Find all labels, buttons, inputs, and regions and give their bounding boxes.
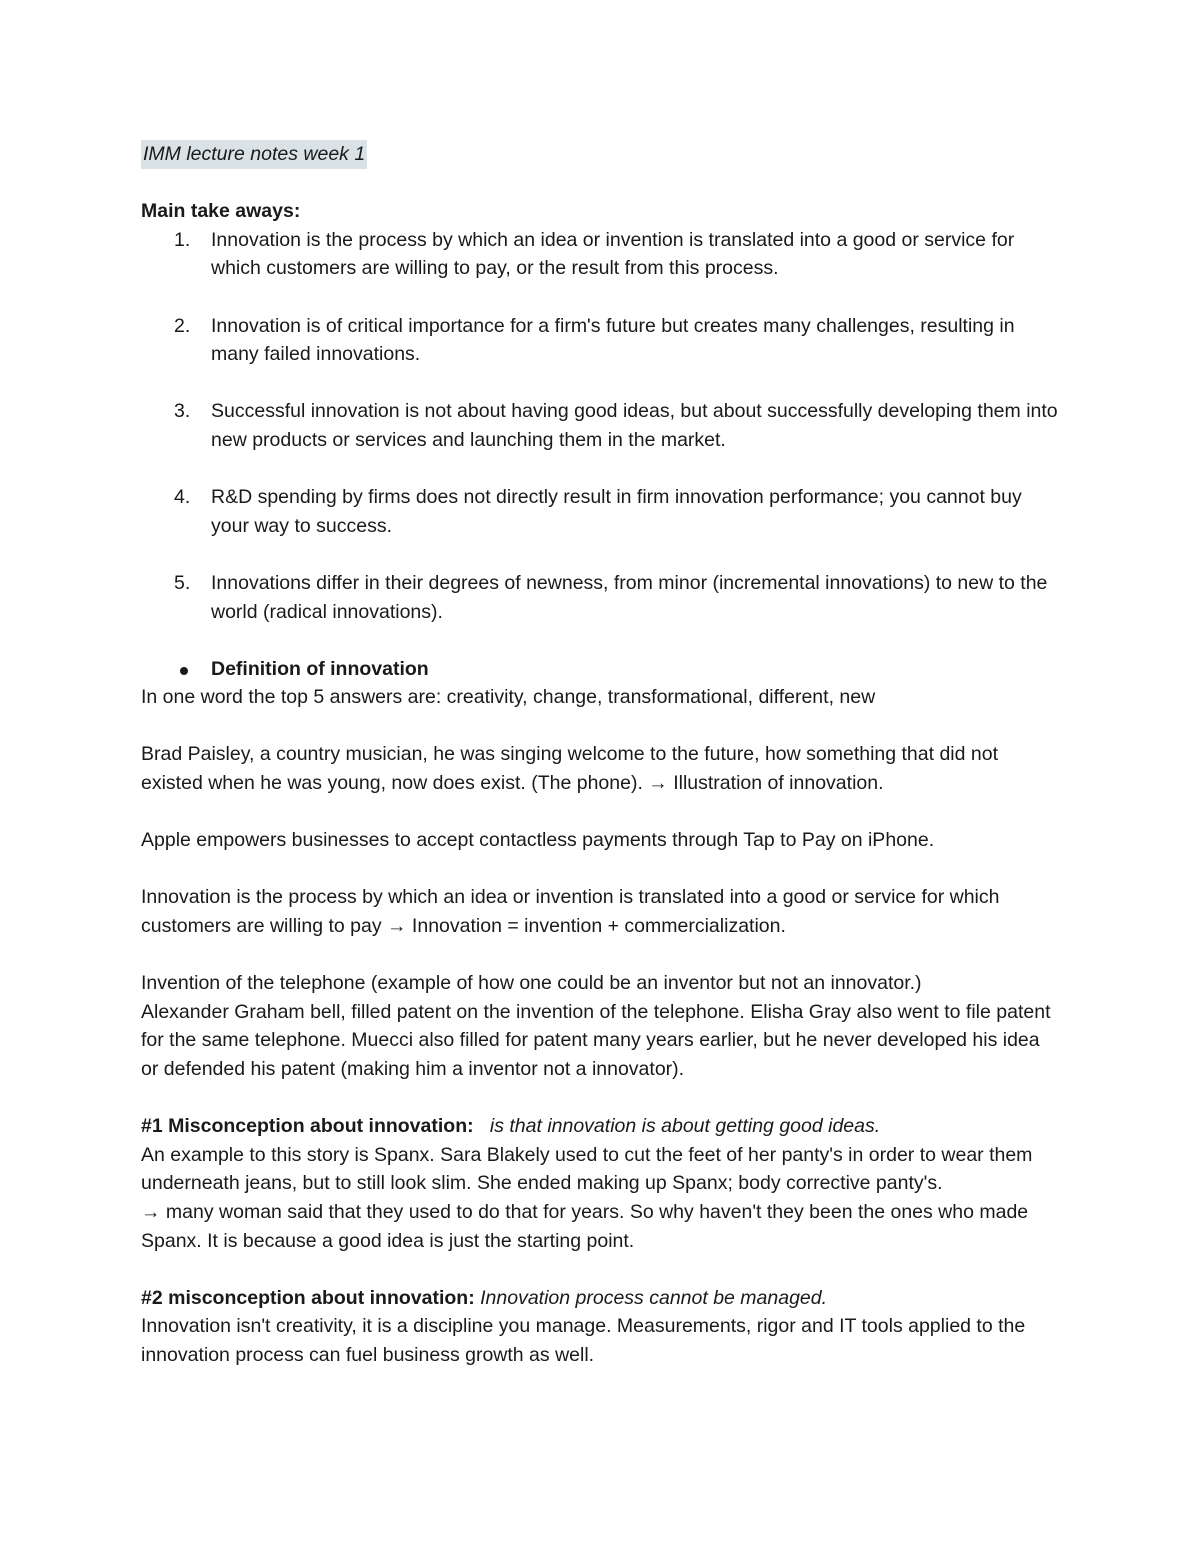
misconception-1-body: An example to this story is Spanx. Sara Blakely used to cut the feet of her panty's in order to wear them underneath jeans, but to still look slim. She ended making up Spanx; body corrective panty's. — [141, 1143, 1033, 1195]
list-item — [141, 483, 1061, 540]
list-text: Innovation is the process by which an idea or invention is translated into a good or service for which customers are willing to pay, or the result from this process. — [211, 228, 1015, 280]
list-number: 4. — [174, 486, 191, 509]
misconception-1-statement: is that innovation is about getting good ideas. — [489, 1115, 881, 1138]
spacer — [141, 941, 1061, 970]
spacer — [141, 798, 1061, 827]
document-page — [141, 140, 1061, 1370]
list-text: Innovation is of critical importance for a firm's future but creates many challenges, resulting in many failed innovations. — [211, 314, 1015, 366]
definition-bullet — [141, 655, 1061, 684]
list-text: Successful innovation is not about having good ideas, but about successfully developing them into new products or services and launching them in the market. — [211, 400, 1058, 451]
takeaways-list — [141, 226, 1061, 626]
bullet-icon — [180, 667, 188, 675]
telephone-paragraph: Alexander Graham bell, filled patent on the invention of the telephone. Elisha Gray also went to file patent for the same telephone. Muecci also filled for patent many years earlier, but he never developed his idea or defended his patent (making him a inventor not a innovator). — [141, 1000, 1051, 1080]
title-line — [141, 140, 1061, 169]
misconception-2-label: #2 misconception about innovation: — [141, 1286, 475, 1309]
list-text: R&D spending by firms does not directly result in firm innovation performance; you cannot buy your way to success. — [211, 486, 1022, 537]
misconception-1-conclusion: → many woman said that they used to do that for years. So why haven't they been the ones who made Spanx. It is because a good idea is just the starting point. — [141, 1200, 1029, 1252]
list-item — [141, 569, 1061, 626]
list-number: 5. — [174, 571, 191, 594]
list-item — [141, 226, 1061, 283]
definition-heading: Definition of innovation — [211, 657, 429, 680]
list-number: 1. — [174, 228, 191, 251]
spacer — [141, 169, 1061, 198]
apple-paragraph: Apple empowers businesses to accept contactless payments through Tap to Pay on iPhone. — [141, 829, 935, 852]
misconception-1-label: #1 Misconception about innovation: — [141, 1115, 474, 1138]
list-number: 2. — [174, 314, 191, 337]
document-title: IMM lecture notes week 1 — [141, 140, 367, 169]
misconception-2-statement: Innovation process cannot be managed. — [480, 1286, 828, 1309]
process-paragraph: Innovation is the process by which an idea or invention is translated into a good or service for which customers are willing to pay → Innovation = invention + commercialization. — [141, 886, 1000, 938]
spacer — [141, 1255, 1061, 1284]
misconception-2-heading — [141, 1284, 1061, 1313]
one-word-paragraph: In one word the top 5 answers are: creativity, change, transformational, different, new — [141, 686, 876, 709]
takeaways-heading: Main take aways: — [141, 200, 301, 223]
list-text: Innovations differ in their degrees of newness, from minor (incremental innovations) to new to the world (radical innovations). — [211, 571, 1048, 623]
brad-paisley-paragraph: Brad Paisley, a country musician, he was singing welcome to the future, how something that did not existed when he was young, now does exist. (The phone). → Illustration of innovation. — [141, 743, 999, 795]
spacer — [141, 855, 1061, 884]
spacer — [141, 540, 1061, 569]
telephone-paragraph-intro: Invention of the telephone (example of how one could be an inventor but not an innovator.) — [141, 972, 922, 995]
spacer — [141, 369, 1061, 398]
list-number: 3. — [174, 400, 191, 423]
misconception-2-body: Innovation isn't creativity, it is a discipline you manage. Measurements, rigor and IT tools applied to the innovation process can fuel business growth as well. — [141, 1315, 1026, 1366]
misconception-1-heading — [141, 1112, 1061, 1141]
spacer — [141, 283, 1061, 312]
spacer — [141, 712, 1061, 741]
spacer — [141, 626, 1061, 655]
list-item — [141, 312, 1061, 369]
list-item — [141, 397, 1061, 454]
spacer — [141, 1084, 1061, 1113]
spacer — [141, 455, 1061, 484]
